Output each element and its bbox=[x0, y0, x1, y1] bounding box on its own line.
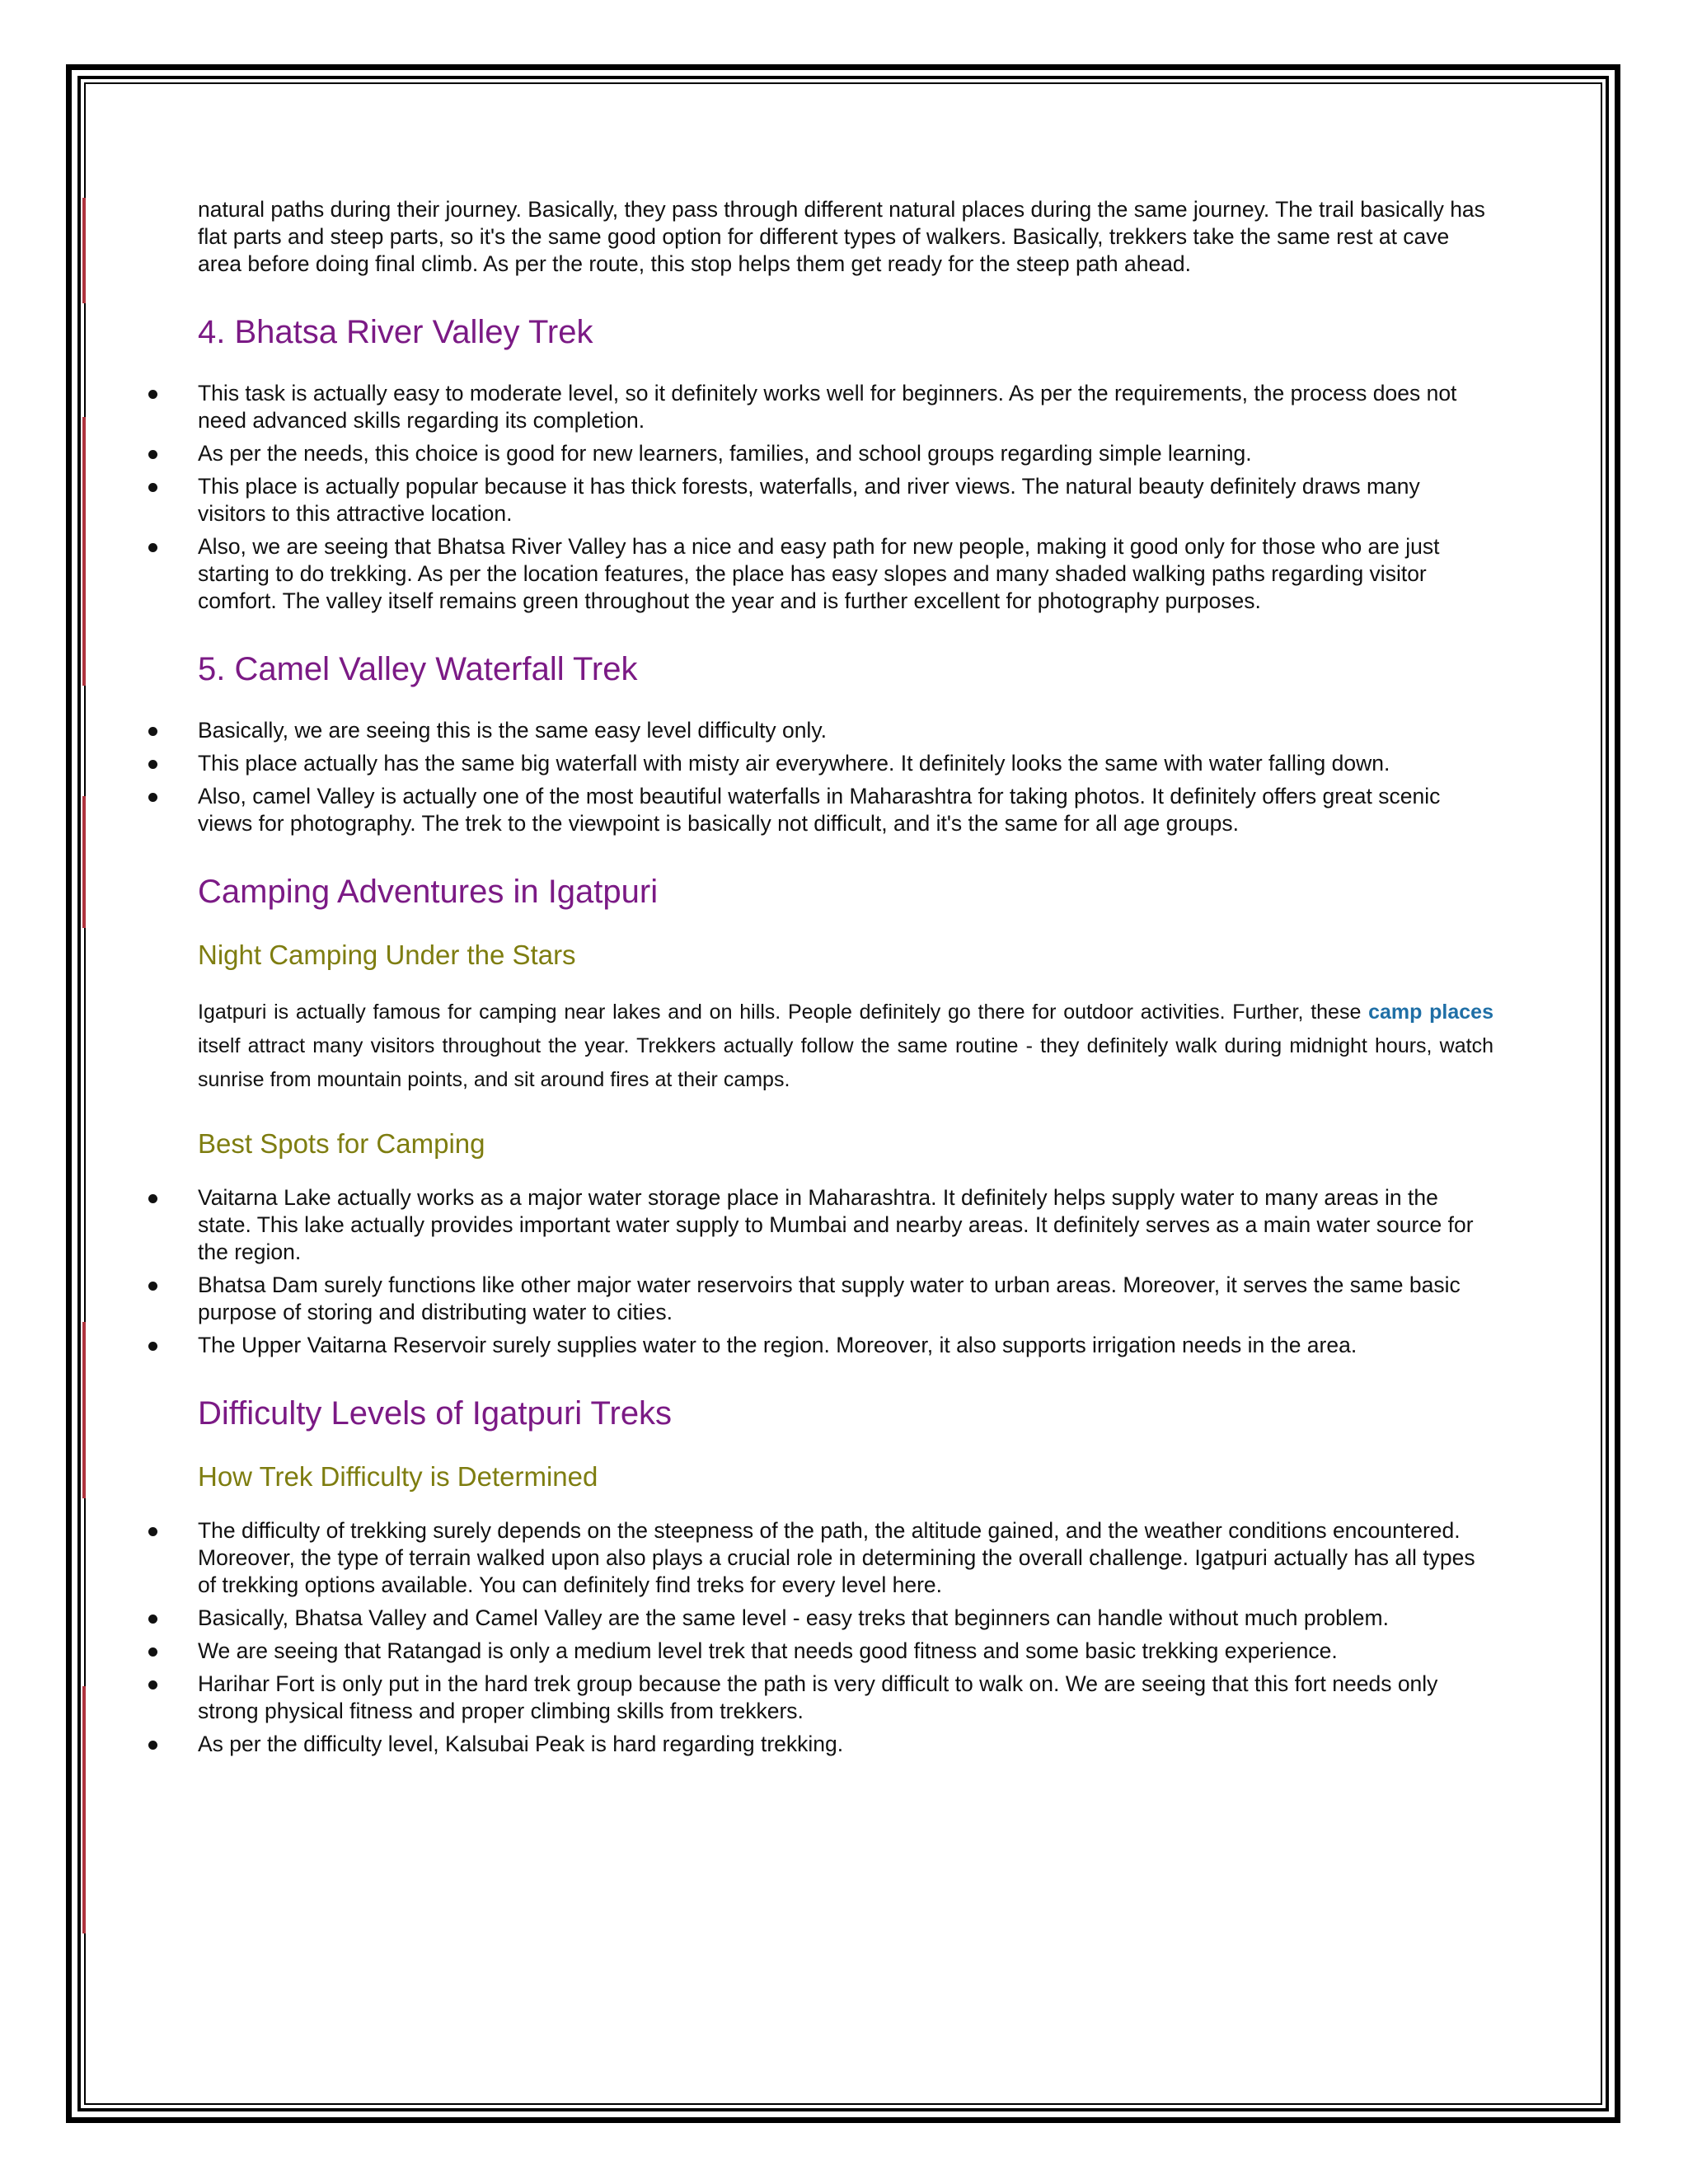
list-item: Harihar Fort is only put in the hard trek group because the path is very difficult to walk on. We are seeing that this fort needs only strong physical fitness and proper climbing skills from trekkers. bbox=[198, 1671, 1493, 1725]
subheading-difficulty-determined: How Trek Difficulty is Determined bbox=[198, 1461, 598, 1492]
list-item: Also, camel Valley is actually one of the most beautiful waterfalls in Maharashtra for taking photos. It definitely offers great scenic views for photography. The trek to the viewpoint is basically not difficult, and it's the same for all age groups. bbox=[198, 783, 1493, 837]
difficulty-bullet-list bbox=[198, 1517, 1493, 1758]
section-heading-difficulty: Difficulty Levels of Igatpuri Treks bbox=[198, 1395, 673, 1432]
list-item: Basically, Bhatsa Valley and Camel Valley are the same level - easy treks that beginners can handle without much problem. bbox=[198, 1605, 1493, 1632]
margin-change-bar bbox=[82, 1322, 86, 1498]
list-item: Basically, we are seeing this is the same easy level difficulty only. bbox=[198, 717, 1493, 744]
list-item: Also, we are seeing that Bhatsa River Valley has a nice and easy path for new people, making it good only for those who are just starting to do trekking. As per the location features, the place has easy slopes and many shaded walking paths regarding visitor comfort. The valley itself remains green throughout the year and is further excellent for photography purposes. bbox=[198, 533, 1493, 615]
camel-valley-bullet-list bbox=[198, 717, 1493, 837]
paragraph-text: itself attract many visitors throughout the year. Trekkers actually follow the same routine - they definitely walk during midnight hours, watch sunrise from mountain points, and sit around fires at their camps. bbox=[198, 1034, 1493, 1091]
list-item: Vaitarna Lake actually works as a major water storage place in Maharashtra. It definitely helps supply water to many areas in the state. This lake actually provides important water supply to Mumbai and nearby areas. It definitely serves as a main water source for the region. bbox=[198, 1184, 1493, 1266]
list-item: We are seeing that Ratangad is only a medium level trek that needs good fitness and some basic trekking experience. bbox=[198, 1638, 1493, 1665]
camping-spots-bullet-list bbox=[198, 1184, 1493, 1359]
margin-change-bar bbox=[82, 417, 86, 686]
night-camping-paragraph bbox=[198, 996, 1493, 1097]
list-item: As per the needs, this choice is good for new learners, families, and school groups regarding simple learning. bbox=[198, 440, 1493, 467]
list-item: Bhatsa Dam surely functions like other major water reservoirs that supply water to urban areas. Moreover, it serves the same basic purpose of storing and distributing water to cities. bbox=[198, 1272, 1493, 1326]
margin-change-bar bbox=[82, 198, 86, 303]
list-item: This task is actually easy to moderate level, so it definitely works well for beginners. As per the requirements, the process does not need advanced skills regarding its completion. bbox=[198, 380, 1493, 434]
paragraph-text: Igatpuri is actually famous for camping near lakes and on hills. People definitely go there for outdoor activities. Further, these bbox=[198, 1001, 1369, 1024]
subheading-best-spots: Best Spots for Camping bbox=[198, 1128, 485, 1159]
camp-places-link[interactable]: camp places bbox=[1368, 1001, 1493, 1024]
section-heading-bhatsa: 4. Bhatsa River Valley Trek bbox=[198, 314, 593, 350]
list-item: The Upper Vaitarna Reservoir surely supplies water to the region. Moreover, it also supports irrigation needs in the area. bbox=[198, 1332, 1493, 1359]
margin-change-bar bbox=[82, 1686, 86, 1933]
margin-change-bar bbox=[82, 796, 86, 928]
list-item: This place actually has the same big waterfall with misty air everywhere. It definitely looks the same with water falling down. bbox=[198, 750, 1493, 777]
document-body bbox=[198, 196, 1493, 1764]
list-item: The difficulty of trekking surely depends on the steepness of the path, the altitude gained, and the weather conditions encountered. Moreover, the type of terrain walked upon also plays a crucial role in determining the overall challenge. Igatpuri actually has all types of trekking options available. You can definitely find treks for every level here. bbox=[198, 1517, 1493, 1599]
bhatsa-bullet-list bbox=[198, 380, 1493, 615]
subheading-night-camping: Night Camping Under the Stars bbox=[198, 940, 576, 970]
section-heading-camping: Camping Adventures in Igatpuri bbox=[198, 874, 659, 910]
list-item: This place is actually popular because it has thick forests, waterfalls, and river views. The natural beauty definitely draws many visitors to this attractive location. bbox=[198, 473, 1493, 527]
section-heading-camel-valley: 5. Camel Valley Waterfall Trek bbox=[198, 651, 638, 687]
list-item: As per the difficulty level, Kalsubai Peak is hard regarding trekking. bbox=[198, 1731, 1493, 1758]
intro-paragraph: natural paths during their journey. Basically, they pass through different natural places during the same journey. The trail basically has flat parts and steep parts, so it's the same good option for different types of walkers. Basically, trekkers take the same rest at cave area before doing final climb. As per the route, this stop helps them get ready for the steep path ahead. bbox=[198, 197, 1485, 276]
